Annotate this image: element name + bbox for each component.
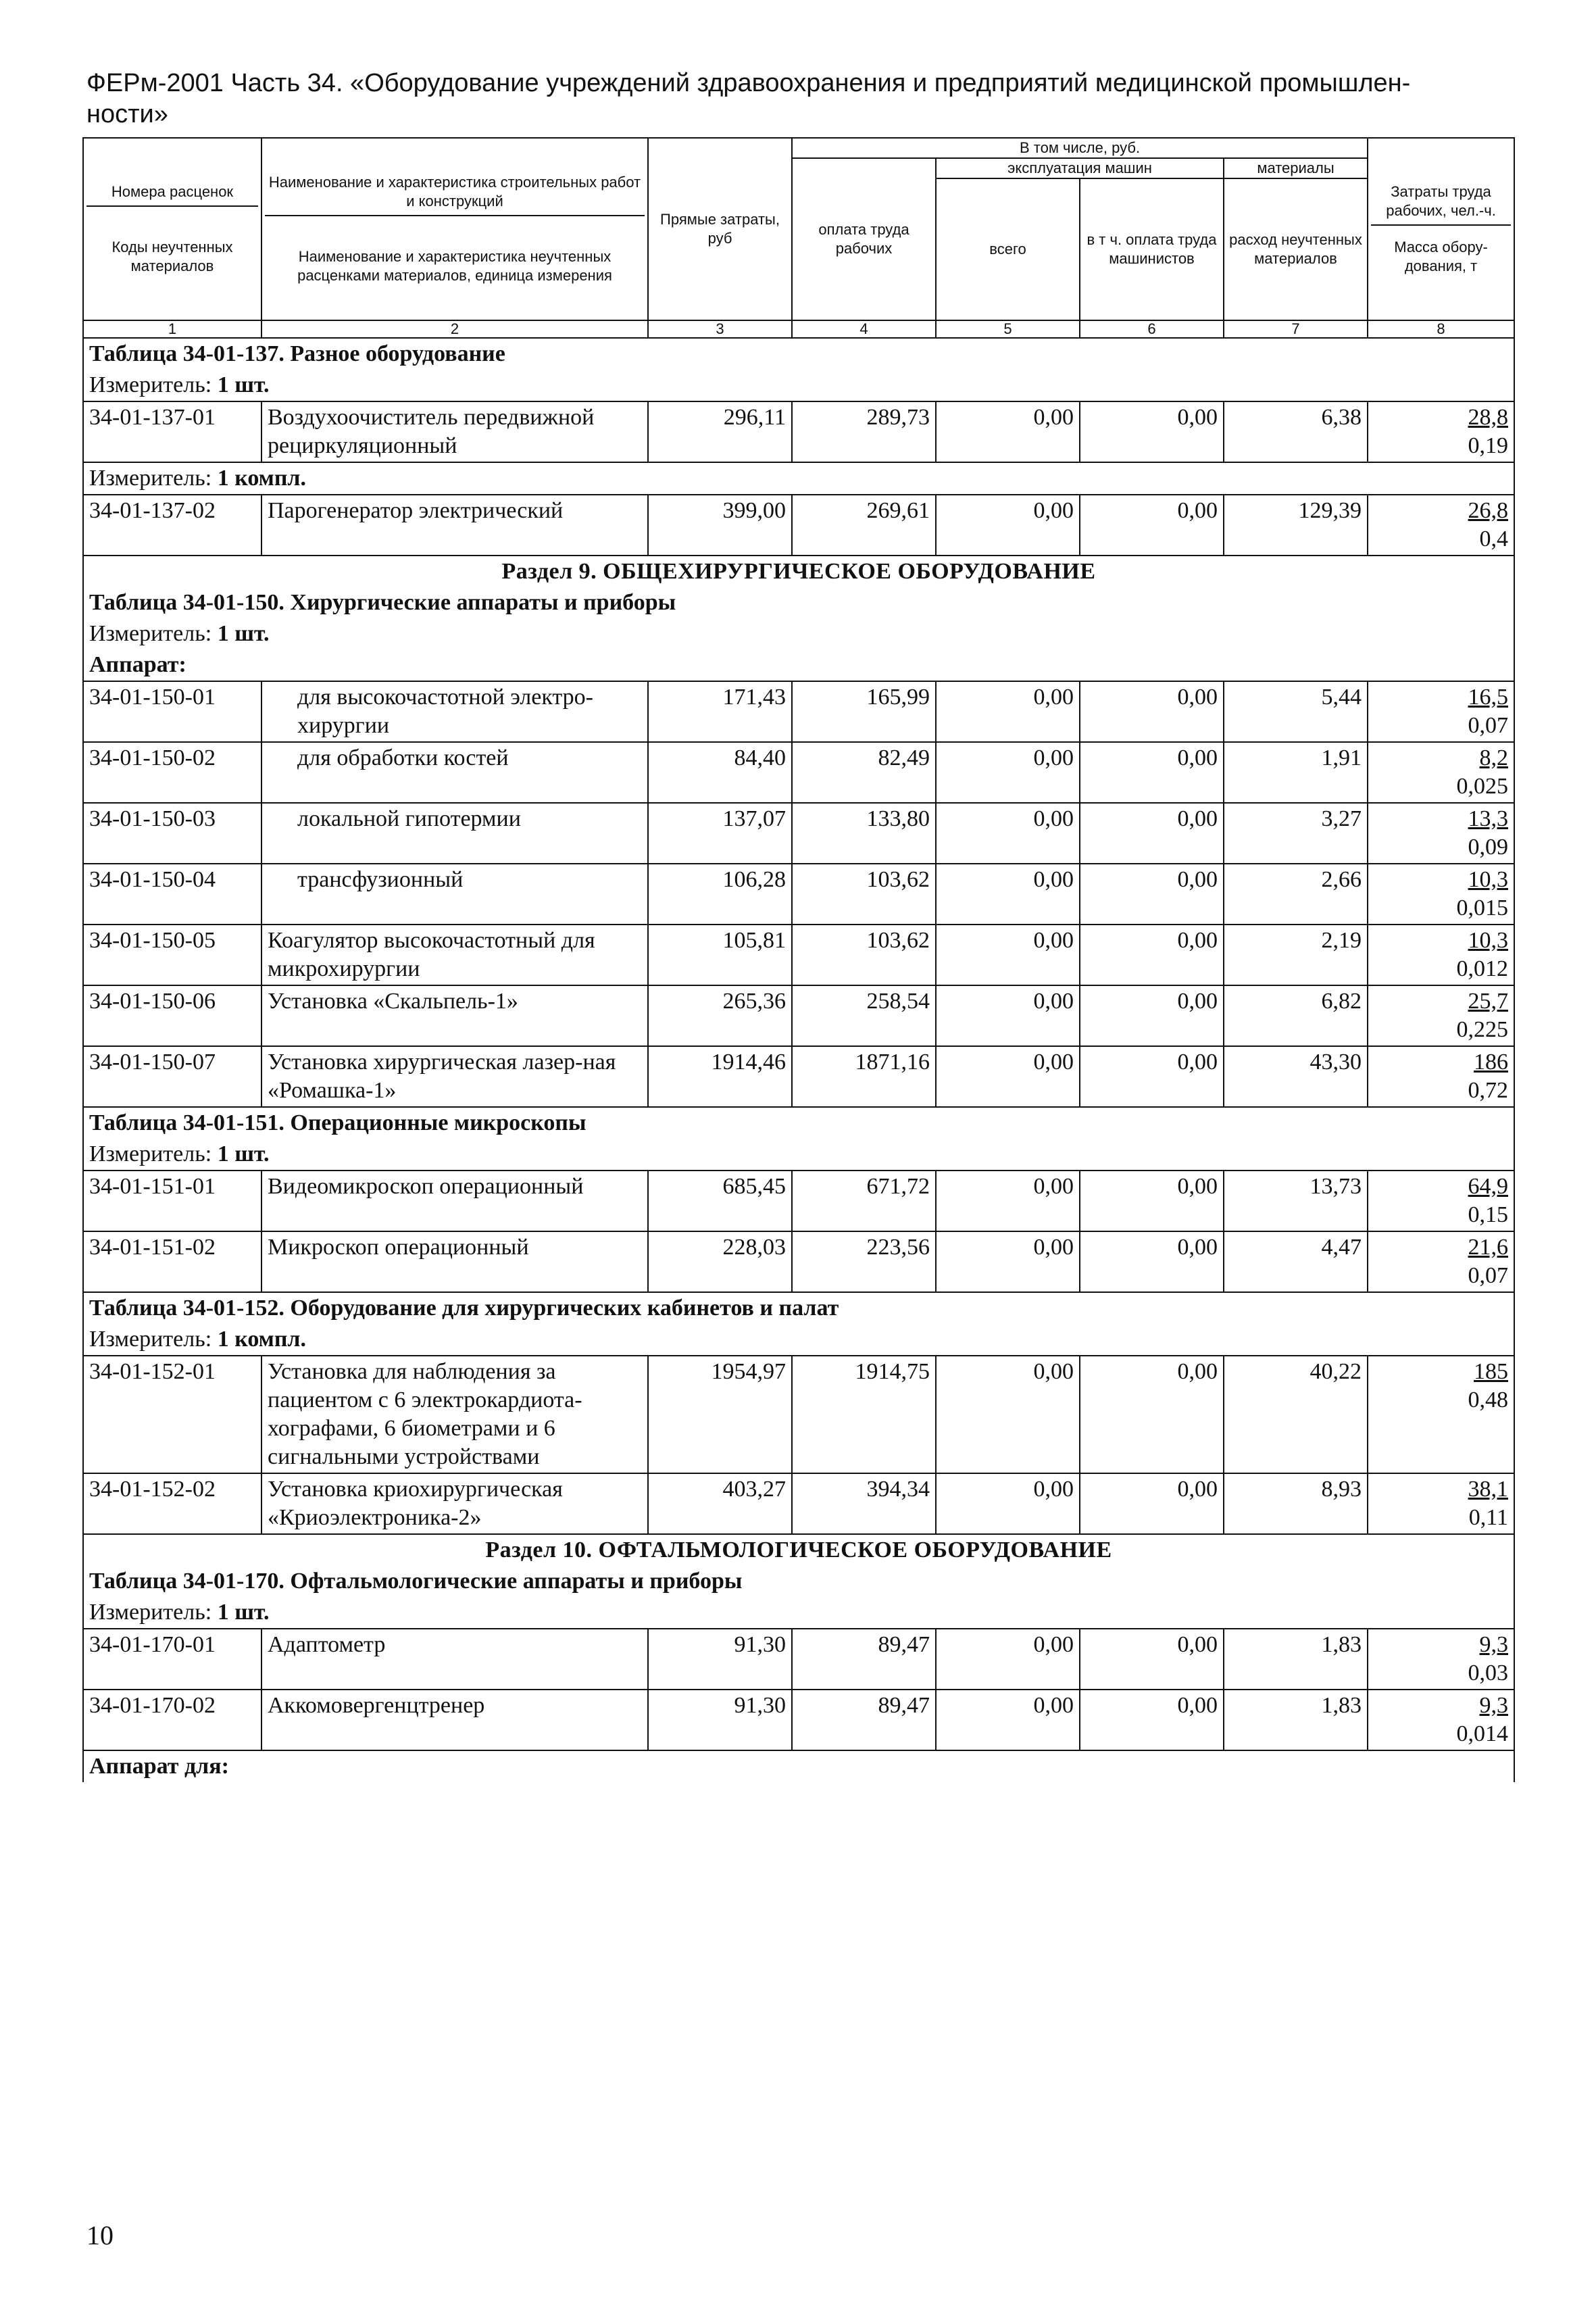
machine-costs: 0,00 (936, 985, 1080, 1046)
col1-header-bottom: Коды неучтенных материалов (111, 239, 233, 274)
table-row (83, 1046, 1514, 1107)
group-header: В том числе, руб. (792, 138, 1368, 158)
materials-cost: 2,66 (1224, 864, 1368, 925)
equipment-mass: 0,72 (1468, 1078, 1509, 1103)
direct-costs: 228,03 (648, 1231, 792, 1292)
table-row (83, 401, 1514, 462)
worker-wages: 103,62 (792, 864, 936, 925)
materials-cost: 1,83 (1224, 1690, 1368, 1750)
machines-header: эксплуатация машин (936, 158, 1224, 178)
equipment-mass: 0,015 (1456, 895, 1509, 920)
table-row (83, 1473, 1514, 1534)
direct-costs: 685,45 (648, 1171, 792, 1231)
col-number: 7 (1224, 320, 1368, 338)
machine-costs: 0,00 (936, 681, 1080, 742)
table-row (83, 1231, 1514, 1292)
table-row (83, 742, 1514, 803)
worker-wages: 671,72 (792, 1171, 936, 1231)
table-row (83, 681, 1514, 742)
machine-costs: 0,00 (936, 1473, 1080, 1534)
labor-mass-cell (1368, 803, 1514, 864)
machinist-wages: 0,00 (1080, 1171, 1224, 1231)
worker-wages: 1871,16 (792, 1046, 936, 1107)
col2-header (261, 138, 648, 320)
labor-costs: 38,1 (1468, 1477, 1509, 1502)
table-header (83, 138, 1514, 338)
table-title: Таблица 34-01-170. Офтальмологические аппараты и приборы (83, 1566, 1514, 1597)
machinist-wages: 0,00 (1080, 925, 1224, 985)
col-number: 3 (648, 320, 792, 338)
worker-wages: 133,80 (792, 803, 936, 864)
unit-label: Измеритель: (89, 1600, 218, 1625)
direct-costs: 296,11 (648, 401, 792, 462)
unit-value: 1 шт. (217, 1600, 270, 1625)
machinist-wages: 0,00 (1080, 1629, 1224, 1690)
unit-label: Измеритель: (89, 621, 218, 646)
machine-costs: 0,00 (936, 1046, 1080, 1107)
worker-wages: 82,49 (792, 742, 936, 803)
table-row (83, 1690, 1514, 1750)
col-number: 2 (261, 320, 648, 338)
materials-cost: 6,82 (1224, 985, 1368, 1046)
worker-wages: 258,54 (792, 985, 936, 1046)
labor-mass-cell (1368, 1046, 1514, 1107)
labor-mass-cell (1368, 925, 1514, 985)
machinist-wages: 0,00 (1080, 681, 1224, 742)
rate-code: 34-01-170-01 (83, 1629, 261, 1690)
work-name: Микроскоп операционный (261, 1231, 648, 1292)
rate-code: 34-01-137-02 (83, 495, 261, 556)
work-name: Установка для наблюдения за пациентом с 6 электрокардиота-хографами, 6 биометрами и 6 сигнальными устройствами (261, 1356, 648, 1473)
direct-costs: 91,30 (648, 1629, 792, 1690)
machine-costs: 0,00 (936, 401, 1080, 462)
unit-label: Измеритель: (89, 1327, 218, 1352)
equipment-mass: 0,07 (1468, 713, 1509, 738)
direct-costs: 399,00 (648, 495, 792, 556)
labor-costs: 8,2 (1479, 745, 1509, 770)
page-number: 10 (86, 2220, 114, 2250)
worker-wages: 223,56 (792, 1231, 936, 1292)
machine-costs: 0,00 (936, 1690, 1080, 1750)
machinist-wages: 0,00 (1080, 803, 1224, 864)
labor-costs: 9,3 (1479, 1693, 1509, 1718)
work-name: для высокочастотной электро-хирургии (261, 681, 648, 742)
machinist-wages: 0,00 (1080, 1473, 1224, 1534)
rate-code: 34-01-152-02 (83, 1473, 261, 1534)
labor-mass-cell (1368, 495, 1514, 556)
machinist-wages: 0,00 (1080, 1690, 1224, 1750)
table-row (83, 1629, 1514, 1690)
labor-mass-cell (1368, 1629, 1514, 1690)
work-name: Аккомовергенцтренер (261, 1690, 648, 1750)
work-name: Установка хирургическая лазер-ная «Ромашка-1» (261, 1046, 648, 1107)
table-row (83, 985, 1514, 1046)
labor-costs: 21,6 (1468, 1235, 1509, 1260)
materials-cost: 40,22 (1224, 1356, 1368, 1473)
equipment-mass: 0,09 (1468, 835, 1509, 860)
rate-code: 34-01-150-04 (83, 864, 261, 925)
unit-line (83, 618, 1514, 649)
labor-costs: 185 (1474, 1359, 1509, 1384)
col2-header-bottom: Наименование и характеристика неучтенных расценками материалов, единица измерения (297, 248, 612, 284)
worker-wages: 103,62 (792, 925, 936, 985)
col-number: 1 (83, 320, 261, 338)
labor-mass-cell (1368, 401, 1514, 462)
machinist-wages: 0,00 (1080, 985, 1224, 1046)
equipment-mass: 0,07 (1468, 1263, 1509, 1288)
labor-mass-cell (1368, 1473, 1514, 1534)
machine-costs: 0,00 (936, 495, 1080, 556)
direct-costs: 106,28 (648, 864, 792, 925)
unit-line (83, 1324, 1514, 1356)
table-body (83, 338, 1514, 1782)
equipment-mass: 0,03 (1468, 1660, 1509, 1685)
direct-costs: 84,40 (648, 742, 792, 803)
machine-costs: 0,00 (936, 864, 1080, 925)
running-header: ФЕРм-2001 Часть 34. «Оборудование учреждений здравоохранения и предприятий медицинской промышлен-ности» (86, 69, 1411, 128)
direct-costs: 171,43 (648, 681, 792, 742)
materials-cost: 5,44 (1224, 681, 1368, 742)
table-title: Таблица 34-01-137. Разное оборудование (83, 338, 1514, 370)
machine-costs: 0,00 (936, 925, 1080, 985)
work-name: Парогенератор электрический (261, 495, 648, 556)
work-name: Установка «Скальпель-1» (261, 985, 648, 1046)
machine-costs: 0,00 (936, 742, 1080, 803)
col-number: 4 (792, 320, 936, 338)
rate-code: 34-01-151-02 (83, 1231, 261, 1292)
labor-mass-cell (1368, 985, 1514, 1046)
materials-cost: 4,47 (1224, 1231, 1368, 1292)
rate-code: 34-01-151-01 (83, 1171, 261, 1231)
worker-wages: 269,61 (792, 495, 936, 556)
direct-costs: 265,36 (648, 985, 792, 1046)
section-heading: Раздел 10. ОФТАЛЬМОЛОГИЧЕСКОЕ ОБОРУДОВАНИЕ (83, 1534, 1514, 1566)
machinist-wages: 0,00 (1080, 495, 1224, 556)
col8-header-top: Затраты труда рабочих, чел.-ч. (1386, 183, 1496, 219)
work-name: для обработки костей (261, 742, 648, 803)
machinist-wages: 0,00 (1080, 742, 1224, 803)
rate-code: 34-01-137-01 (83, 401, 261, 462)
labor-costs: 64,9 (1468, 1174, 1509, 1199)
materials-cost: 8,93 (1224, 1473, 1368, 1534)
table-title: Таблица 34-01-150. Хирургические аппараты и приборы (83, 587, 1514, 618)
worker-wages: 1914,75 (792, 1356, 936, 1473)
table-title: Таблица 34-01-152. Оборудование для хирургических кабинетов и палат (83, 1292, 1514, 1324)
materials-cost: 1,91 (1224, 742, 1368, 803)
machinist-wages: 0,00 (1080, 1356, 1224, 1473)
col7-header: расход неучтенных материалов (1224, 178, 1368, 320)
worker-wages: 289,73 (792, 401, 936, 462)
section-heading: Раздел 9. ОБЩЕХИРУРГИЧЕСКОЕ ОБОРУДОВАНИЕ (83, 556, 1514, 587)
work-name: трансфузионный (261, 864, 648, 925)
rate-code: 34-01-150-07 (83, 1046, 261, 1107)
equipment-mass: 0,15 (1468, 1202, 1509, 1227)
col3-header: Прямые затраты, руб (648, 138, 792, 320)
materials-cost: 6,38 (1224, 401, 1368, 462)
equipment-mass: 0,11 (1468, 1505, 1509, 1530)
machinist-wages: 0,00 (1080, 1231, 1224, 1292)
machine-costs: 0,00 (936, 803, 1080, 864)
labor-costs: 9,3 (1479, 1632, 1509, 1657)
unit-value: 1 компл. (217, 466, 307, 491)
materials-cost: 43,30 (1224, 1046, 1368, 1107)
table-row (83, 495, 1514, 556)
rate-code: 34-01-150-02 (83, 742, 261, 803)
work-name: Воздухоочиститель передвижной рециркуляционный (261, 401, 648, 462)
worker-wages: 394,34 (792, 1473, 936, 1534)
labor-mass-cell (1368, 681, 1514, 742)
labor-costs: 10,3 (1468, 867, 1509, 892)
unit-value: 1 шт. (217, 1141, 270, 1166)
col5-header: всего (936, 178, 1080, 320)
direct-costs: 1914,46 (648, 1046, 792, 1107)
unit-line (83, 370, 1514, 401)
labor-costs: 10,3 (1468, 928, 1509, 953)
work-name: Видеомикроскоп операционный (261, 1171, 648, 1231)
col-number: 6 (1080, 320, 1224, 338)
unit-line (83, 1139, 1514, 1171)
col4-header: оплата труда рабочих (792, 158, 936, 320)
unit-label: Измеритель: (89, 372, 218, 397)
equipment-mass: 0,014 (1456, 1721, 1509, 1746)
direct-costs: 137,07 (648, 803, 792, 864)
direct-costs: 403,27 (648, 1473, 792, 1534)
labor-costs: 186 (1474, 1050, 1509, 1075)
machine-costs: 0,00 (936, 1356, 1080, 1473)
table-row (83, 1171, 1514, 1231)
unit-label: Измеритель: (89, 466, 218, 491)
rate-code: 34-01-150-03 (83, 803, 261, 864)
col8-header (1368, 138, 1514, 320)
machinist-wages: 0,00 (1080, 401, 1224, 462)
machinist-wages: 0,00 (1080, 1046, 1224, 1107)
equipment-mass: 0,4 (1479, 526, 1509, 551)
machine-costs: 0,00 (936, 1231, 1080, 1292)
unit-value: 1 компл. (217, 1327, 307, 1352)
subheading: Аппарат: (83, 649, 1514, 681)
rate-code: 34-01-150-05 (83, 925, 261, 985)
labor-mass-cell (1368, 1171, 1514, 1231)
machinist-wages: 0,00 (1080, 864, 1224, 925)
trailing-subheading: Аппарат для: (83, 1750, 1514, 1782)
materials-cost: 129,39 (1224, 495, 1368, 556)
col6-header: в т ч. оплата труда машинистов (1080, 178, 1224, 320)
equipment-mass: 0,19 (1468, 433, 1509, 458)
unit-line (83, 462, 1514, 495)
worker-wages: 165,99 (792, 681, 936, 742)
direct-costs: 1954,97 (648, 1356, 792, 1473)
rate-code: 34-01-150-01 (83, 681, 261, 742)
direct-costs: 91,30 (648, 1690, 792, 1750)
materials-cost: 3,27 (1224, 803, 1368, 864)
machine-costs: 0,00 (936, 1629, 1080, 1690)
col-number: 5 (936, 320, 1080, 338)
unit-line (83, 1597, 1514, 1629)
rate-code: 34-01-170-02 (83, 1690, 261, 1750)
rates-table (82, 137, 1515, 1782)
materials-header: материалы (1224, 158, 1368, 178)
table-row (83, 864, 1514, 925)
work-name: Коагулятор высокочастотный для микрохирургии (261, 925, 648, 985)
col2-header-top: Наименование и характеристика строительных работ и конструкций (268, 174, 641, 210)
equipment-mass: 0,225 (1456, 1017, 1509, 1042)
rate-code: 34-01-150-06 (83, 985, 261, 1046)
labor-costs: 26,8 (1468, 498, 1509, 523)
table-row (83, 1356, 1514, 1473)
col-number: 8 (1368, 320, 1514, 338)
labor-mass-cell (1368, 1356, 1514, 1473)
labor-costs: 13,3 (1468, 806, 1509, 831)
equipment-mass: 0,025 (1456, 774, 1509, 799)
unit-label: Измеритель: (89, 1141, 218, 1166)
labor-mass-cell (1368, 1690, 1514, 1750)
labor-mass-cell (1368, 1231, 1514, 1292)
materials-cost: 13,73 (1224, 1171, 1368, 1231)
equipment-mass: 0,48 (1468, 1387, 1509, 1412)
labor-costs: 16,5 (1468, 685, 1509, 710)
rate-code: 34-01-152-01 (83, 1356, 261, 1473)
materials-cost: 2,19 (1224, 925, 1368, 985)
equipment-mass: 0,012 (1456, 956, 1509, 981)
col8-header-bottom: Масса обору-дования, т (1394, 239, 1488, 274)
table-row (83, 925, 1514, 985)
labor-costs: 28,8 (1468, 405, 1509, 430)
work-name: Установка криохирургическая «Криоэлектроника-2» (261, 1473, 648, 1534)
materials-cost: 1,83 (1224, 1629, 1368, 1690)
labor-mass-cell (1368, 864, 1514, 925)
labor-mass-cell (1368, 742, 1514, 803)
table-row (83, 803, 1514, 864)
table-title: Таблица 34-01-151. Операционные микроскопы (83, 1107, 1514, 1139)
col1-header-top: Номера расценок (111, 183, 234, 200)
unit-value: 1 шт. (217, 372, 270, 397)
worker-wages: 89,47 (792, 1690, 936, 1750)
unit-value: 1 шт. (217, 621, 270, 646)
direct-costs: 105,81 (648, 925, 792, 985)
col1-header (83, 138, 261, 320)
work-name: Адаптометр (261, 1629, 648, 1690)
worker-wages: 89,47 (792, 1629, 936, 1690)
machine-costs: 0,00 (936, 1171, 1080, 1231)
work-name: локальной гипотермии (261, 803, 648, 864)
labor-costs: 25,7 (1468, 989, 1509, 1014)
